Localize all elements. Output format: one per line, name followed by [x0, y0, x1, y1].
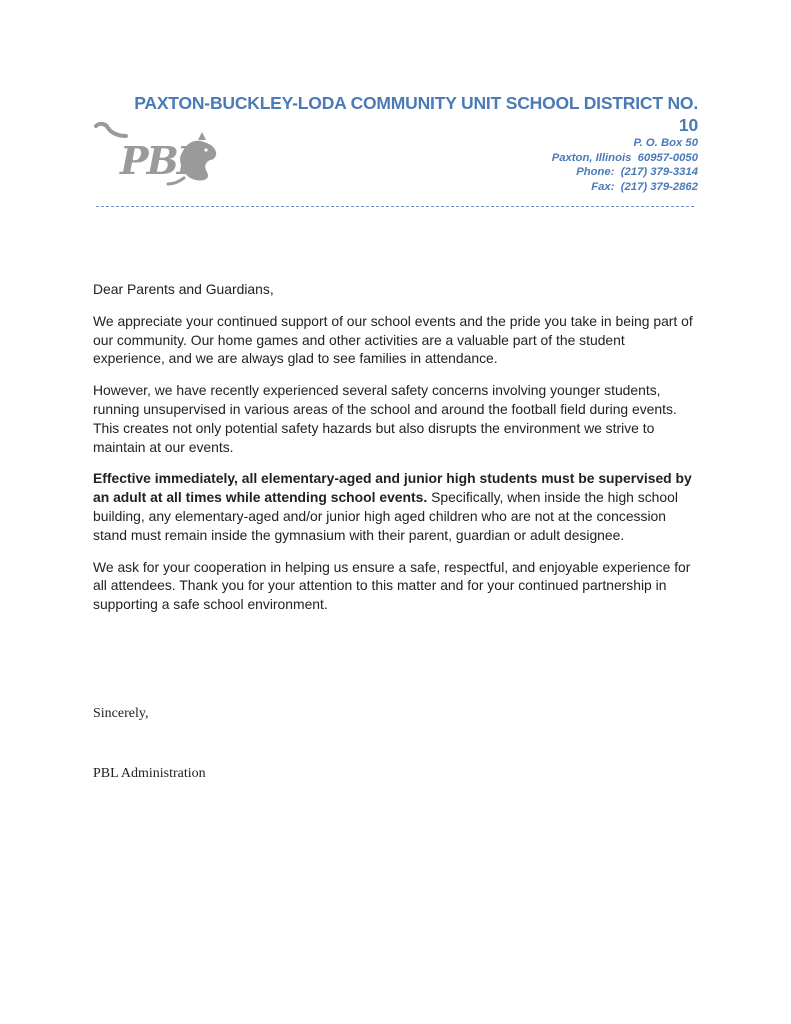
- letterhead-divider: [96, 206, 694, 207]
- letterhead: [94, 92, 698, 214]
- address-line-1: P. O. Box 50: [633, 137, 698, 149]
- paragraph-3-text: Specifically, when inside the high school building, any elementary-aged and/or junior high aged children who are not at the concession stand must remain inside the gymnasium with their parent, guardian or adult designee.: [93, 489, 678, 543]
- contact-block: [552, 136, 698, 194]
- closing: Sincerely,: [93, 706, 149, 721]
- fax-number: Fax: (217) 379-2862: [591, 180, 698, 193]
- letter-body: [93, 280, 697, 627]
- paragraph-3-emphasis: Effective immediately, all elementary-aged and junior high students must be supervised by an adult at all times while attending school events.: [93, 470, 692, 506]
- address-line-2: Paxton, Illinois 60957-0050: [551, 151, 698, 164]
- paragraph-2: However, we have recently experienced several safety concerns involving younger students, running unsupervised in various areas of the school and around the football field during events. This creates not only potential safety hazards but also disrupts the environment we strive to maintain at our events.: [93, 382, 677, 455]
- paragraph-1: We appreciate your continued support of our school events and the pride you take in being part of our community. Our home games and other activities are a valuable part of the student experience, and we are always glad to see families in attendance.: [93, 312, 693, 367]
- paragraph-3: [93, 469, 697, 544]
- signature: PBL Administration: [93, 766, 206, 781]
- paragraph-4: We ask for your cooperation in helping us ensure a safe, respectful, and enjoyable experience for all attendees. Thank you for your attention to this matter and for your continued partnership in supporting a safe school environment.: [93, 558, 691, 613]
- district-name: PAXTON-BUCKLEY-LODA COMMUNITY UNIT SCHOOL DISTRICT NO. 10: [134, 93, 698, 135]
- logo-text: PBL: [120, 138, 202, 183]
- salutation: Dear Parents and Guardians,: [93, 281, 274, 297]
- phone-number: Phone: (217) 379-3314: [576, 166, 698, 178]
